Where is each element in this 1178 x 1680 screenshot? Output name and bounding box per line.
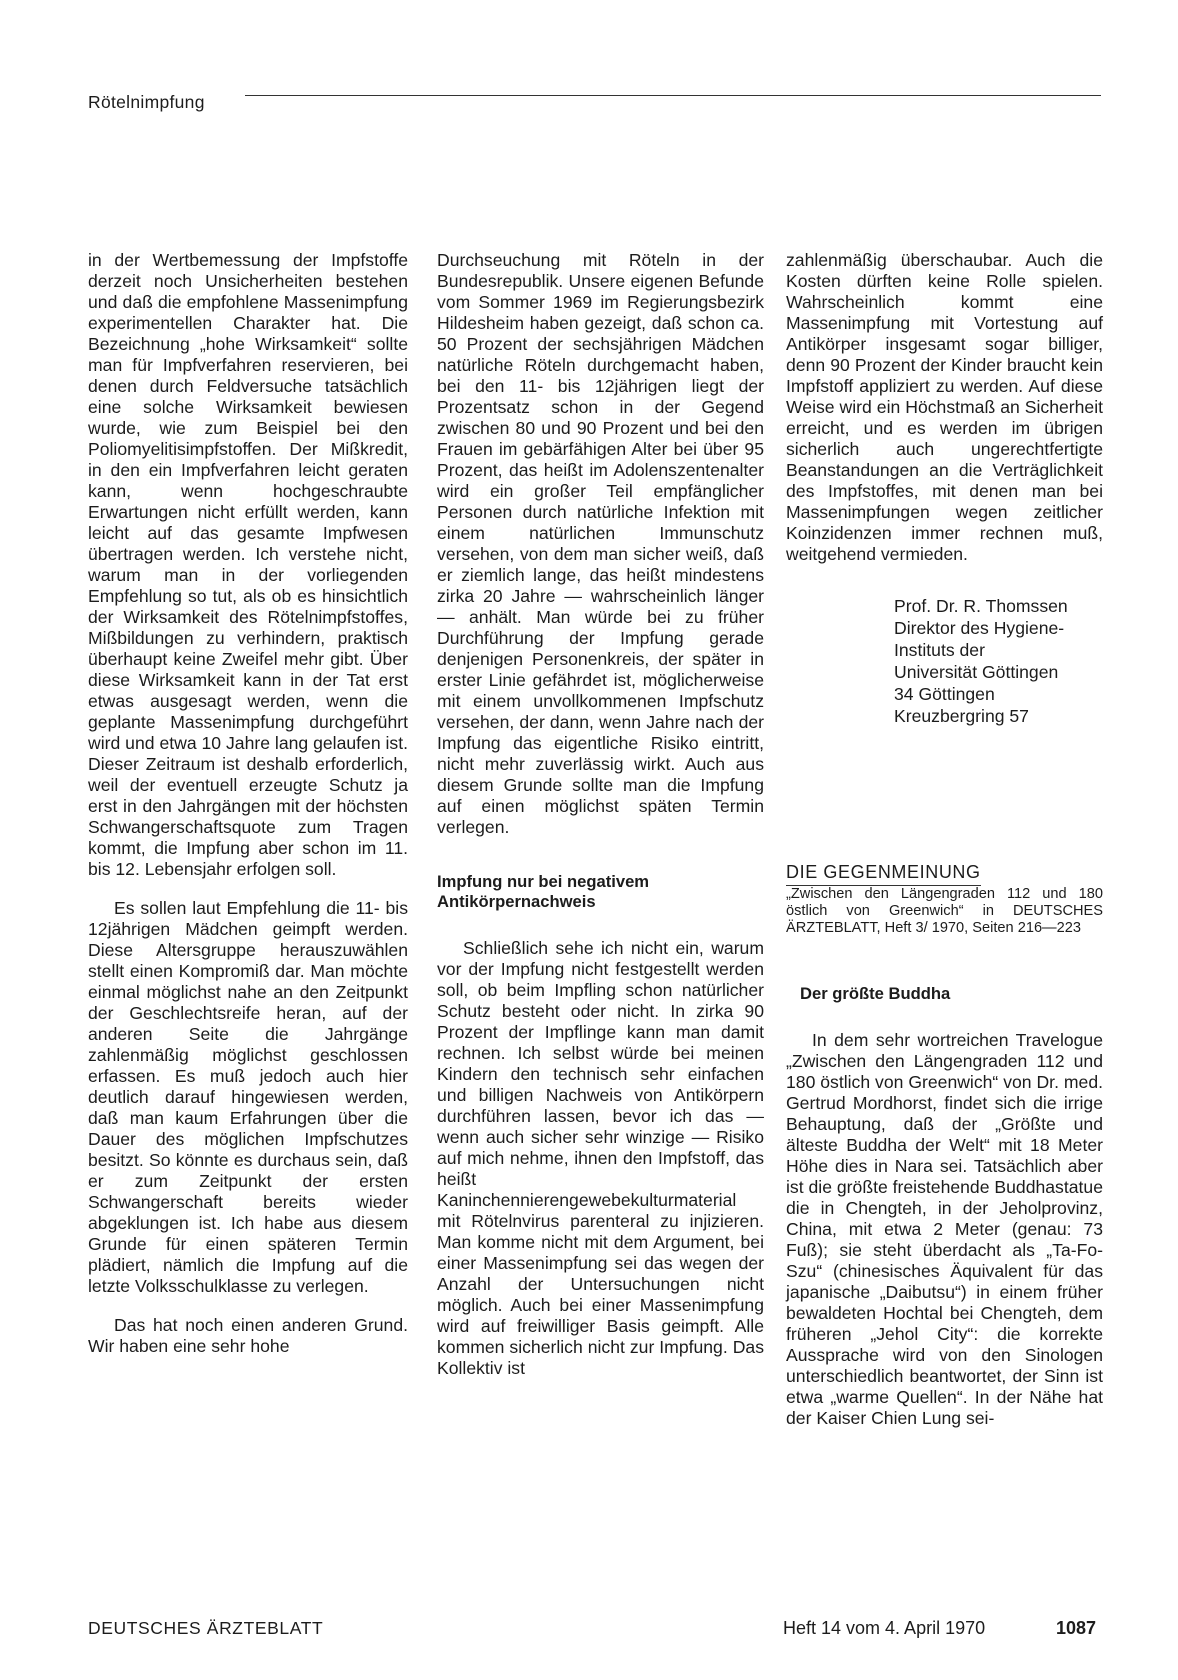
citation: „Zwischen den Längengraden 112 und 180 östlich von Greenwich“ in DEUTSCHES ÄRZTEBLATT, Heft 3/ 1970, Seiten 216—223	[786, 886, 1103, 936]
column-2	[437, 250, 764, 1379]
column-3	[786, 250, 1103, 1429]
signature-line-2: Direktor des Hygiene-	[894, 618, 1065, 638]
col1-paragraph-1: in der Wertbemessung der Impfstoffe derzeit noch Unsicherheiten bestehen und daß die empfohlene Massenimpfung experimentellen Charakter hat. Die Bezeichnung „hohe Wirksamkeit“ sollte man für Impfverfahren reservieren, bei denen durch Feldversuche tatsächlich eine solche Wirksamkeit bewiesen wurde, wie zum Beispiel bei den Poliomyelitisimpfstoffen. Der Mißkredit, in den ein Impfverfahren leicht geraten kann, wenn hochgeschraubte Erwartungen nicht erfüllt werden, kann leicht auf das gesamte Impfwesen übertragen werden. Ich verstehe nicht, warum man in der vorliegenden Empfehlung so tut, als ob es hinsichtlich der Wirksamkeit des Rötelnimpfstoffes, Mißbildungen zu verhindern, praktisch überhaupt keine Zweifel mehr gibt. Über diese Wirksamkeit kann in der Tat erst etwas ausgesagt werden, wenn die geplante Massenimpfung durchgeführt wird und etwa 10 Jahre lang gelaufen ist. Dieser Zeitraum ist deshalb erforderlich, weil der eventuell erzeugte Schutz ja erst in den Jahrgängen mit der höchsten Schwangerschaftsquote zum Tragen kommt, die Impfung aber schon im 11. bis 12. Lebensjahr erfolgen soll.	[88, 250, 408, 879]
signature-line-6: Kreuzbergring 57	[894, 706, 1029, 726]
signature-line-3: Instituts der	[894, 640, 985, 660]
col2-paragraph-1: Durchseuchung mit Röteln in der Bundesrepublik. Unsere eigenen Befunde vom Sommer 1969 im Regierungsbezirk Hildesheim haben gezeigt, daß schon ca. 50 Prozent der sechsjährigen Mädchen natürliche Röteln durchgemacht haben, bei den 11- bis 12jährigen liegt der Prozentsatz schon in der Gegend zwischen 80 und 90 Prozent und bei den Frauen im gebärfähigen Alter bei über 95 Prozent, das heißt im Adolenszentenalter wird ein großer Teil empfänglicher Personen durch natürliche Infektion mit einem natürlichen Immunschutz versehen, von dem man sicher weiß, daß er ziemlich lange, das heißt mindestens zirka 20 Jahre — wahrscheinlich länger — anhält. Man würde bei zu früher Durchführung der Impfung gerade denjenigen Personenkreis, der später in erster Linie gefährdet ist, möglicherweise mit einem unvollkommenen Impfschutz versehen, der dann, wenn Jahre nach der Impfung das eigentliche Risiko eintritt, nicht mehr zuverlässig wirkt. Auch aus diesem Grunde sollte man die Impfung auf einen möglichst späten Termin verlegen.	[437, 250, 764, 837]
col2-paragraph-2: Schließlich sehe ich nicht ein, warum vor der Impfung nicht festgestellt werden soll, ob beim Impfling schon natürlicher Schutz besteht oder nicht. In zirka 90 Prozent der Impflinge kann man damit rechnen. Ich selbst würde bei meinen Kindern den technisch sehr einfachen und billigen Nachweis von Antikörpern durchführen lassen, bevor ich das — wenn auch sicher sehr winzige — Risiko auf mich nehme, ihnen den Impfstoff, das heißt Kaninchennierengewebekulturmaterial mit Rötelnvirus parenteral zu injizieren. Man komme nicht mit dem Argument, bei einer Massenimpfung sei das wegen der Anzahl der Untersuchungen nicht möglich. Auch bei einer Massenimpfung wird auf freiwilliger Basis geimpft. Alle kommen sicherlich nicht zur Impfung. Das Kollektiv ist	[437, 938, 764, 1378]
section-heading: DIE GEGENMEINUNG	[786, 862, 981, 886]
page-number: 1087	[1056, 1618, 1097, 1638]
signature-line-5: 34 Göttingen	[894, 684, 995, 704]
signature-line-4: Universität Göttingen	[894, 662, 1059, 682]
col3-subheading: Der größte Buddha	[800, 984, 951, 1003]
col3-paragraph-2: In dem sehr wortreichen Travelogue „Zwischen den Längengraden 112 und 180 östlich von Greenwich“ von Dr. med. Gertrud Mordhorst, findet sich die irrige Behauptung, daß der „Größte und älteste Buddha der Welt“ mit 18 Meter Höhe dies in Nara sei. Tatsächlich aber ist die größte freistehende Buddhastatue die in Chengteh, in der Jeholprovinz, China, mit etwa 2 Meter (genau: 73 Fuß); sie steht überdacht als „Ta-Fo-Szu“ (chinesisches Äquivalent für das japanische „Daibutsu“) in einem früher bewaldeten Hochtal bei Chengteh, dem früheren „Jehol City“: die korrekte Aussprache wird von den Sinologen unterschiedlich beantwortet, der Sinn ist etwa „warme Quellen“. In der Nähe hat der Kaiser Chien Lung sei-	[786, 1030, 1103, 1428]
col3-paragraph-1: zahlenmäßig überschaubar. Auch die Kosten dürften keine Rolle spielen. Wahrscheinlich kommt eine Massenimpfung mit Vortestung auf Antikörper insgesamt sogar billiger, denn 90 Prozent der Kinder braucht kein Impfstoff appliziert zu werden. Auf diese Weise wird ein Höchstmaß an Sicherheit erreicht, und es werden im übrigen sicherlich auch ungerechtfertigte Beanstandungen an die Verträglichkeit des Impfstoffes, mit denen man bei Massenimpfungen wegen zeitlicher Koinzidenzen immer rechnen muß, weitgehend vermieden.	[786, 250, 1103, 564]
author-signature	[894, 595, 1103, 727]
col1-paragraph-3: Das hat noch einen anderen Grund. Wir haben eine sehr hohe	[88, 1315, 408, 1356]
column-1	[88, 250, 408, 1357]
col2-subheading: Impfung nur bei negativem Antikörpernachweis	[437, 872, 650, 911]
header-rule	[245, 95, 1101, 96]
footer-journal: DEUTSCHES ÄRZTEBLATT	[88, 1618, 324, 1638]
running-title: Rötelnimpfung	[88, 92, 205, 112]
col1-paragraph-2: Es sollen laut Empfehlung die 11- bis 12jährigen Mädchen geimpft werden. Diese Altersgruppe herauszuwählen stellt einen Kompromiß dar. Man möchte einmal möglichst nahe an den Zeitpunkt der Geschlechtsreife heran, auf der anderen Seite die Jahrgänge zahlenmäßig möglichst geschlossen erfassen. Es muß jedoch auch hier deutlich darauf hingewiesen werden, daß man kaum Erfahrungen über die Dauer des möglichen Impfschutzes besitzt. So könnte es durchaus sein, daß er zum Zeitpunkt der ersten Schwangerschaft bereits wieder abgeklungen ist. Ich habe aus diesem Grunde für einen späteren Termin plädiert, nämlich die Impfung auf die letzte Volksschulklasse zu verlegen.	[88, 898, 408, 1296]
signature-line-1: Prof. Dr. R. Thomssen	[894, 596, 1068, 616]
footer-issue: Heft 14 vom 4. April 1970	[783, 1618, 986, 1638]
